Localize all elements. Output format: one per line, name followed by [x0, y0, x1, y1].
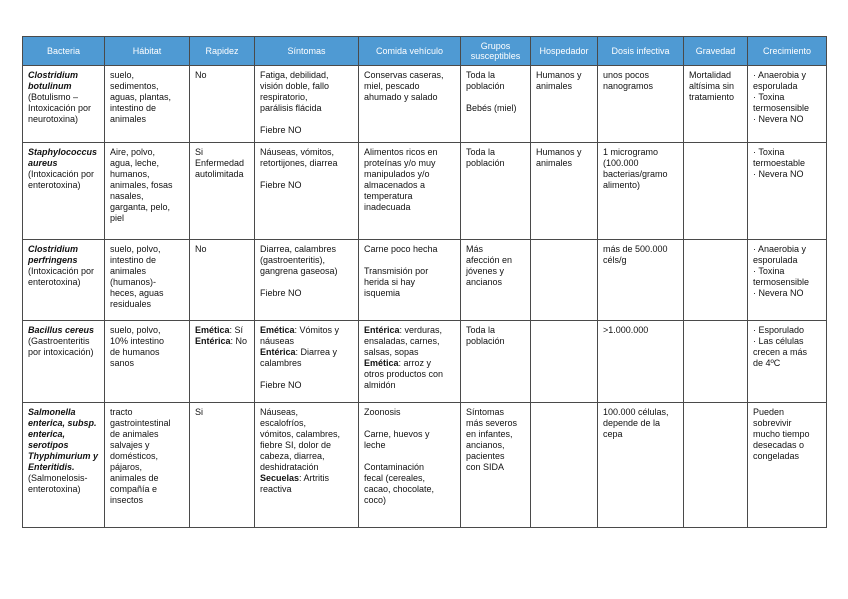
secuelas-label: Secuelas — [260, 473, 300, 483]
cell-grupos: Síntomas más severos en infantes, ancianos, pacientes con SIDA — [461, 403, 531, 528]
cell-hospedador — [531, 240, 598, 321]
comida-enterica-text: : verduras, ensaladas, carnes, salsas, sopas — [364, 325, 443, 357]
cell-habitat: tracto gastrointestinal de animales salvajes y domésticos, pájaros, animales de compañía e insectos — [105, 403, 190, 528]
cell-dosis: unos pocos nanogramos — [598, 66, 684, 143]
cell-habitat: suelo, polvo, 10% intestino de humanos sanos — [105, 321, 190, 403]
sintomas-enterica-text: : Diarrea y calambres Fiebre NO — [260, 347, 338, 390]
col-header-hospedador: Hospedador — [531, 37, 598, 66]
table-row — [23, 403, 827, 528]
bacteria-note: (Gastroenteritis por intoxicación) — [28, 336, 94, 357]
cell-bacteria — [23, 240, 105, 321]
cell-gravedad — [684, 240, 748, 321]
col-header-comida: Comida vehículo — [359, 37, 461, 66]
cell-sintomas: Náuseas, vómitos, retortijones, diarrea Fiebre NO — [255, 143, 359, 240]
col-header-rapidez: Rapidez — [190, 37, 255, 66]
sintomas-emetica-label: Emética — [260, 325, 295, 335]
cell-bacteria — [23, 321, 105, 403]
cell-rapidez: No — [190, 66, 255, 143]
bacteria-name: Staphylococcus aureus — [28, 147, 98, 168]
comida-emetica-label: Emética — [364, 358, 399, 368]
cell-gravedad: Mortalidad altísima sin tratamiento — [684, 66, 748, 143]
bacteria-name: Bacillus cereus — [28, 325, 95, 335]
col-header-gravedad: Gravedad — [684, 37, 748, 66]
cell-comida: Zoonosis Carne, huevos y leche Contaminación fecal (cereales, cacao, chocolate, coco) — [359, 403, 461, 528]
cell-grupos: Toda la población — [461, 321, 531, 403]
cell-rapidez: Si — [190, 403, 255, 528]
cell-sintomas: Fatiga, debilidad, visión doble, fallo respiratorio, parálisis flácida Fiebre NO — [255, 66, 359, 143]
cell-gravedad — [684, 143, 748, 240]
cell-habitat: suelo, sedimentos, aguas, plantas, intestino de animales — [105, 66, 190, 143]
table-row — [23, 240, 827, 321]
cell-comida: Carne poco hecha Transmisión por herida si hay isquemia — [359, 240, 461, 321]
col-header-sintomas: Síntomas — [255, 37, 359, 66]
comida-emetica-text: : arroz y otros productos con almidón — [364, 358, 444, 390]
cell-dosis: más de 500.000 céls/g — [598, 240, 684, 321]
cell-grupos: Más afección en jóvenes y ancianos — [461, 240, 531, 321]
cell-crecimiento: · Toxina termoestable · Nevera NO — [748, 143, 827, 240]
cell-grupos: Toda la población — [461, 143, 531, 240]
sintomas-text: Náuseas, escalofríos, vómitos, calambres, fiebre SI, dolor de cabeza, diarrea, deshidratación — [260, 407, 341, 472]
rapidez-emetica-value: : Sí — [229, 325, 244, 335]
table-row — [23, 66, 827, 143]
cell-crecimiento: · Anaerobia y esporulada · Toxina termosensible · Nevera NO — [748, 66, 827, 143]
col-header-dosis: Dosis infectiva — [598, 37, 684, 66]
table-row — [23, 143, 827, 240]
rapidez-enterica-label: Entérica — [195, 336, 231, 346]
table-row — [23, 321, 827, 403]
cell-bacteria — [23, 66, 105, 143]
col-header-grupos: Grupos susceptibles — [461, 37, 531, 66]
cell-gravedad — [684, 403, 748, 528]
cell-crecimiento: Pueden sobrevivir mucho tiempo desecadas o congeladas — [748, 403, 827, 528]
cell-comida: Conservas caseras, miel, pescado ahumado y salado — [359, 66, 461, 143]
cell-comida — [359, 321, 461, 403]
bacteria-note: (Salmonelosis-enterotoxina) — [28, 473, 88, 494]
cell-crecimiento: · Esporulado · Las células crecen a más de 4ºC — [748, 321, 827, 403]
cell-bacteria — [23, 403, 105, 528]
comida-enterica-label: Entérica — [364, 325, 400, 335]
cell-hospedador — [531, 321, 598, 403]
col-header-crecimiento: Crecimiento — [748, 37, 827, 66]
cell-rapidez: Si Enfermedad autolimitada — [190, 143, 255, 240]
bacteria-name: Clostridium botulinum — [28, 70, 79, 91]
cell-hospedador — [531, 403, 598, 528]
bacteria-table — [22, 36, 827, 528]
bacteria-note: (Intoxicación por enterotoxina) — [28, 169, 95, 190]
cell-bacteria — [23, 143, 105, 240]
cell-grupos: Toda la población Bebés (miel) — [461, 66, 531, 143]
cell-hospedador: Humanos y animales — [531, 66, 598, 143]
cell-rapidez: No — [190, 240, 255, 321]
cell-gravedad — [684, 321, 748, 403]
bacteria-note: (Botulismo – Intoxicación por neurotoxina) — [28, 92, 92, 124]
cell-sintomas: Diarrea, calambres (gastroenteritis), gangrena gaseosa) Fiebre NO — [255, 240, 359, 321]
rapidez-emetica-label: Emética — [195, 325, 230, 335]
cell-habitat: Aire, polvo, agua, leche, humanos, animales, fosas nasales, garganta, pelo, piel — [105, 143, 190, 240]
sintomas-emetica-text: : Vómitos y náuseas — [260, 325, 340, 346]
cell-dosis: >1.000.000 — [598, 321, 684, 403]
cell-comida: Alimentos ricos en proteínas y/o muy manipulados y/o almacenados a temperatura inadecuada — [359, 143, 461, 240]
bacteria-name: Salmonella enterica, subsp. enterica, serotipos Thyphimurium y Enteritidis. — [28, 407, 99, 472]
col-header-bacteria: Bacteria — [23, 37, 105, 66]
bacteria-note: (Intoxicación por enterotoxina) — [28, 266, 95, 287]
sintomas-enterica-label: Entérica — [260, 347, 296, 357]
cell-dosis: 100.000 células, depende de la cepa — [598, 403, 684, 528]
secuelas-text: : Artritis reactiva — [260, 473, 330, 494]
rapidez-enterica-value: : No — [230, 336, 248, 346]
cell-hospedador: Humanos y animales — [531, 143, 598, 240]
col-header-habitat: Hábitat — [105, 37, 190, 66]
cell-sintomas — [255, 321, 359, 403]
cell-sintomas — [255, 403, 359, 528]
cell-crecimiento: · Anaerobia y esporulada · Toxina termosensible · Nevera NO — [748, 240, 827, 321]
header-row — [23, 37, 827, 66]
cell-dosis: 1 microgramo (100.000 bacterias/gramo alimento) — [598, 143, 684, 240]
cell-habitat: suelo, polvo, intestino de animales (humanos)- heces, aguas residuales — [105, 240, 190, 321]
bacteria-name: Clostridium perfringens — [28, 244, 79, 265]
cell-rapidez — [190, 321, 255, 403]
